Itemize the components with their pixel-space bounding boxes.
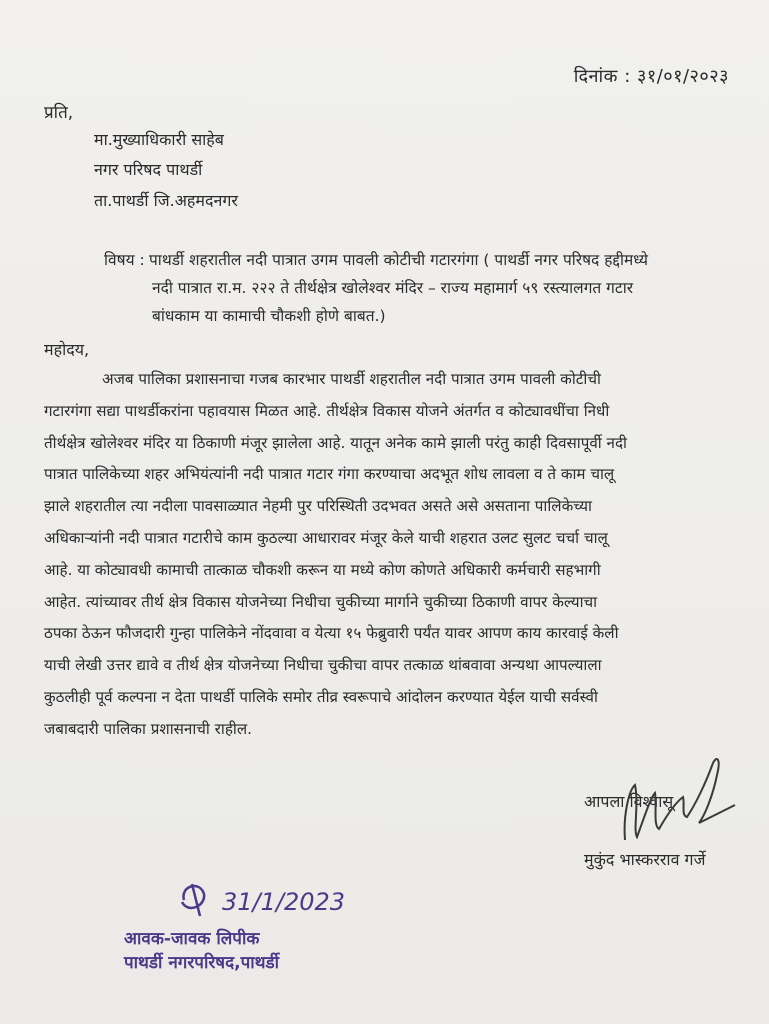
stamp-line-1: आवक-जावक लिपीक [124, 929, 260, 949]
subject-line-1: पाथर्डी शहरातील नदी पात्रात उगम पावली कोटीची गटारगंगा ( पाथर्डी नगर परिषद हद्दीमध्ये [149, 251, 649, 269]
address-line-2: नगर परिषद पाथर्डी [94, 160, 203, 179]
body-line: आहे. या कोट्यावधी कामाची तात्काळ चौकशी करून या मध्ये कोण कोणते अधिकारी कर्मचारी सहभागी [44, 560, 601, 579]
handwritten-signature [595, 745, 755, 855]
letter-date: दिनांक : ३१/०१/२०२३ [573, 66, 729, 87]
body-line: आहेत. त्यांच्यावर तीर्थ क्षेत्र विकास योजनेच्या निधीचा चुकीच्या मार्गाने चुकीच्या ठिकाणी वापर केल्याचा [44, 592, 598, 611]
subject-line-2: नदी पात्रात रा.म. २२२ ते तीर्थक्षेत्र खोलेश्वर मंदिर – राज्य महामार्ग ५९ रस्त्यालगत गटार [152, 279, 634, 297]
subject-label: विषय : [104, 251, 145, 269]
body-line: तीर्थक्षेत्र खोलेश्वर मंदिर या ठिकाणी मंजूर झालेला आहे. यातून अनेक कामे झाली परंतु काही दिवसापूर्वी नदी [44, 433, 627, 452]
body-line: अजब पालिका प्रशासनाचा गजब कारभार पाथर्डी शहरातील नदी पात्रात उगम पावली कोटीची [102, 370, 601, 388]
body-line: ठपका ठेऊन फौजदारी गुन्हा पालिकेने नोंदवावा व येत्या १५ फेब्रुवारी पर्यंत यावर आपण काय कारवाई केली [44, 624, 619, 643]
body-line: याची लेखी उत्तर द्यावे व तीर्थ क्षेत्र योजनेच्या निधीचा चुकीचा वापर तत्काळ थांबवावा अन्यथा आपल्याला [44, 656, 602, 675]
body-line: अधिकाऱ्यांनी नदी पात्रात गटारीचे काम कुठल्या आधारावर मंजूर केले याची शहरात उलट सुलट चर्चा चालू [44, 528, 608, 547]
handwritten-stamp-date [170, 872, 370, 932]
salutation: महोदय, [44, 340, 90, 359]
body-line: गटारगंगा सद्या पाथर्डीकरांना पहावयास मिळत आहे. तीर्थक्षेत्र विकास योजने अंतर्गत व कोट्यावधींचा निधी [44, 401, 610, 420]
to-label: प्रति, [44, 103, 74, 123]
body-line: झाले शहरातील त्या नदीला पावसाळ्यात नेहमी पुर परिस्थिती उदभवत असते असे असताना पालिकेच्या [44, 497, 592, 516]
stamp-line-2: पाथर्डी नगरपरिषद,पाथर्डी [124, 953, 280, 973]
stamp-date-text: 31/1/2023 [222, 888, 346, 916]
closing: आपला विश्वासू [584, 792, 674, 811]
subject-line-3: बांधकाम या कामाची चौकशी होणे बाबत.) [152, 307, 386, 325]
letter-body [44, 364, 746, 746]
signer-name: मुकुंद भास्करराव गर्जे [584, 850, 706, 869]
body-line: पात्रात पालिकेच्या शहर अभियंत्यांनी नदी पात्रात गटार गंगा करण्याचा अदभूत शोध लावला व ते काम चालू [44, 465, 615, 484]
body-line: कुठलीही पूर्व कल्पना न देता पाथर्डी पालिके समोर तीव्र स्वरूपाचे आंदोलन करण्यात येईल याची सर्वस्वी [44, 687, 598, 706]
body-line: जबाबदारी पालिका प्रशासनाची राहील. [44, 719, 252, 738]
address-line-3: ता.पाथर्डी जि.अहमदनगर [94, 191, 238, 210]
address-line-1: मा.मुख्याधिकारी साहेब [94, 130, 224, 149]
